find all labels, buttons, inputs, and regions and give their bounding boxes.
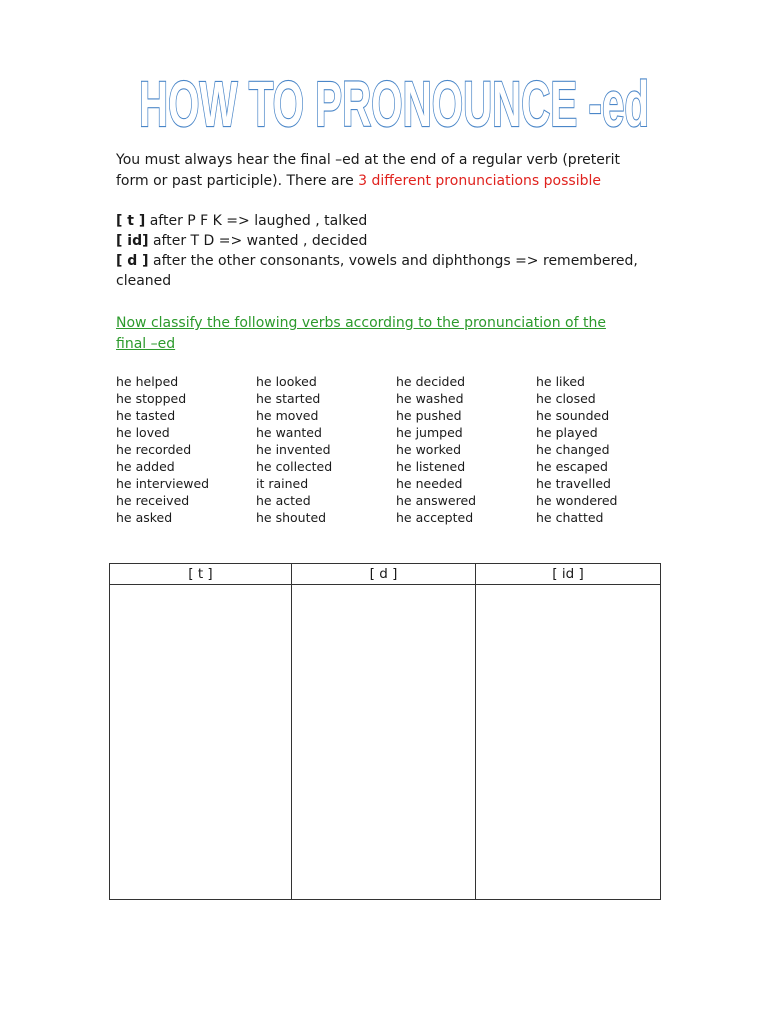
header-t: [ t ] bbox=[110, 564, 292, 585]
verb-item: he pushed bbox=[396, 408, 462, 423]
header-d: [ d ] bbox=[292, 564, 476, 585]
verb-item: he worked bbox=[396, 442, 462, 457]
verb-item: he needed bbox=[396, 476, 463, 491]
title-text: HOW TO PRONOUNCE -ed bbox=[139, 68, 649, 140]
verb-item: he wanted bbox=[256, 425, 322, 440]
verb-item: he liked bbox=[536, 374, 585, 389]
rule-t-description: after P F K => laughed , talked bbox=[145, 213, 368, 229]
verb-item: he jumped bbox=[396, 425, 463, 440]
verb-item: it rained bbox=[256, 476, 309, 491]
verb-row bbox=[116, 424, 676, 441]
verb-item: he collected bbox=[256, 459, 333, 474]
verb-item: he acted bbox=[256, 493, 311, 508]
verb-item: he tasted bbox=[116, 408, 176, 423]
verb-item: he closed bbox=[536, 391, 596, 406]
verb-item: he shouted bbox=[256, 510, 327, 525]
verb-item: he started bbox=[256, 391, 321, 406]
verb-item: he accepted bbox=[396, 510, 474, 525]
rule-d bbox=[116, 251, 676, 291]
verb-item: he helped bbox=[116, 374, 179, 389]
table-answer-row bbox=[110, 585, 661, 900]
verb-item: he interviewed bbox=[116, 476, 210, 491]
verb-item: he wondered bbox=[536, 493, 618, 508]
verb-item: he answered bbox=[396, 493, 477, 508]
answer-cell-d[interactable] bbox=[292, 585, 476, 900]
verb-row bbox=[116, 475, 676, 492]
verb-row bbox=[116, 441, 676, 458]
verb-item: he added bbox=[116, 459, 175, 474]
rule-id-description: after T D => wanted , decided bbox=[148, 233, 368, 249]
verb-item: he stopped bbox=[116, 391, 187, 406]
verb-row bbox=[116, 492, 676, 509]
verb-item: he looked bbox=[256, 374, 317, 389]
verb-item: he chatted bbox=[536, 510, 604, 525]
rule-t bbox=[116, 211, 676, 231]
verb-item: he moved bbox=[256, 408, 319, 423]
verb-row bbox=[116, 458, 676, 475]
verb-item: he asked bbox=[116, 510, 173, 525]
title-graphic bbox=[134, 62, 654, 140]
verb-list bbox=[116, 373, 676, 526]
rule-d-symbol: [ d ] bbox=[116, 253, 149, 269]
worksheet-title bbox=[134, 62, 654, 140]
rule-t-symbol: [ t ] bbox=[116, 213, 146, 229]
rule-id bbox=[116, 231, 676, 251]
intro-paragraph bbox=[116, 150, 656, 192]
verb-item: he escaped bbox=[536, 459, 608, 474]
verb-item: he travelled bbox=[536, 476, 611, 491]
verb-item: he decided bbox=[396, 374, 466, 389]
verb-row bbox=[116, 407, 676, 424]
intro-text: You must always hear the final –ed at the end of a regular verb (preterit form or past participle). There are bbox=[116, 152, 620, 189]
verb-item: he changed bbox=[536, 442, 610, 457]
verb-item: he washed bbox=[396, 391, 464, 406]
header-id: [ id ] bbox=[476, 564, 661, 585]
verb-row bbox=[116, 390, 676, 407]
verb-item: he played bbox=[536, 425, 598, 440]
verb-item: he invented bbox=[256, 442, 331, 457]
verb-item: he recorded bbox=[116, 442, 192, 457]
intro-highlight: 3 different pronunciations possible bbox=[358, 173, 601, 189]
verb-item: he loved bbox=[116, 425, 170, 440]
verb-item: he received bbox=[116, 493, 190, 508]
verb-row bbox=[116, 373, 676, 390]
classification-table bbox=[109, 563, 661, 900]
instruction-text: Now classify the following verbs according to the pronunciation of the final –ed bbox=[116, 315, 606, 352]
answer-cell-t[interactable] bbox=[110, 585, 292, 900]
table-header-row bbox=[110, 564, 661, 585]
rule-id-symbol: [ id] bbox=[116, 233, 149, 249]
answer-cell-id[interactable] bbox=[476, 585, 661, 900]
verb-item: he listened bbox=[396, 459, 466, 474]
rule-d-description: after the other consonants, vowels and diphthongs => remembered, cleaned bbox=[116, 253, 638, 289]
verb-row bbox=[116, 509, 676, 526]
verb-item: he sounded bbox=[536, 408, 610, 423]
